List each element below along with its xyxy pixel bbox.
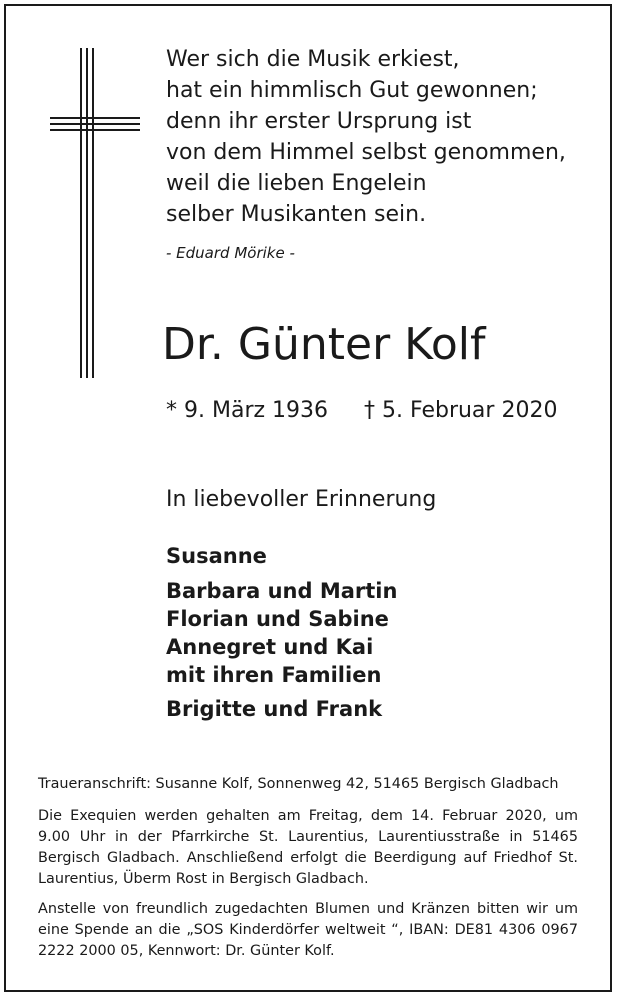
mourner-name: Florian und Sabine [166, 607, 389, 631]
poem-line: denn ihr erster Ursprung ist [166, 109, 472, 134]
cross-icon [50, 48, 140, 378]
mourner-name: Susanne [166, 544, 267, 568]
poem-line: weil die lieben Engelein [166, 171, 427, 196]
service-notice: Die Exequien werden gehalten am Freitag, dem 14. Februar 2020, um 9.00 Uhr in der Pfarrkirche St. Laurentius, Laurentiusstraße in 51465 Bergisch Gladbach. Anschließend erfolgt die Beerdigung auf Friedhof St. Laurentius, Überm Rost in Bergisch Gladbach. [38, 808, 578, 887]
poem-line: Wer sich die Musik erkiest, [166, 47, 460, 72]
mourner-name: Barbara und Martin [166, 579, 398, 603]
poem-line: selber Musikanten sein. [166, 202, 427, 227]
deceased-name: Dr. Günter Kolf [162, 319, 486, 370]
poem-line: hat ein himmlisch Gut gewonnen; [166, 78, 538, 103]
life-dates [166, 398, 557, 423]
mourner-name: Annegret und Kai [166, 635, 374, 659]
poem-line: von dem Himmel selbst genommen, [166, 140, 566, 165]
poem [166, 44, 566, 230]
memory-line: In liebevoller Erinnerung [166, 487, 437, 512]
donation-notice: Anstelle von freundlich zugedachten Blumen und Kränzen bitten wir um eine Spende an die „SOS Kinderdörfer weltweit “, IBAN: DE81 4306 0967 2222 2000 05, Kennwort: Dr. Günter Kolf. [38, 901, 578, 959]
mourner-name: Brigitte und Frank [166, 697, 383, 721]
mourning-address: Traueranschrift: Susanne Kolf, Sonnenweg 42, 51465 Bergisch Gladbach [38, 776, 559, 792]
mourners-list [166, 542, 397, 723]
birth-date: * 9. März 1936 [166, 398, 329, 423]
mourner-name: mit ihren Familien [166, 663, 382, 687]
death-date: † 5. Februar 2020 [364, 398, 558, 423]
poem-author: - Eduard Mörike - [166, 244, 295, 262]
